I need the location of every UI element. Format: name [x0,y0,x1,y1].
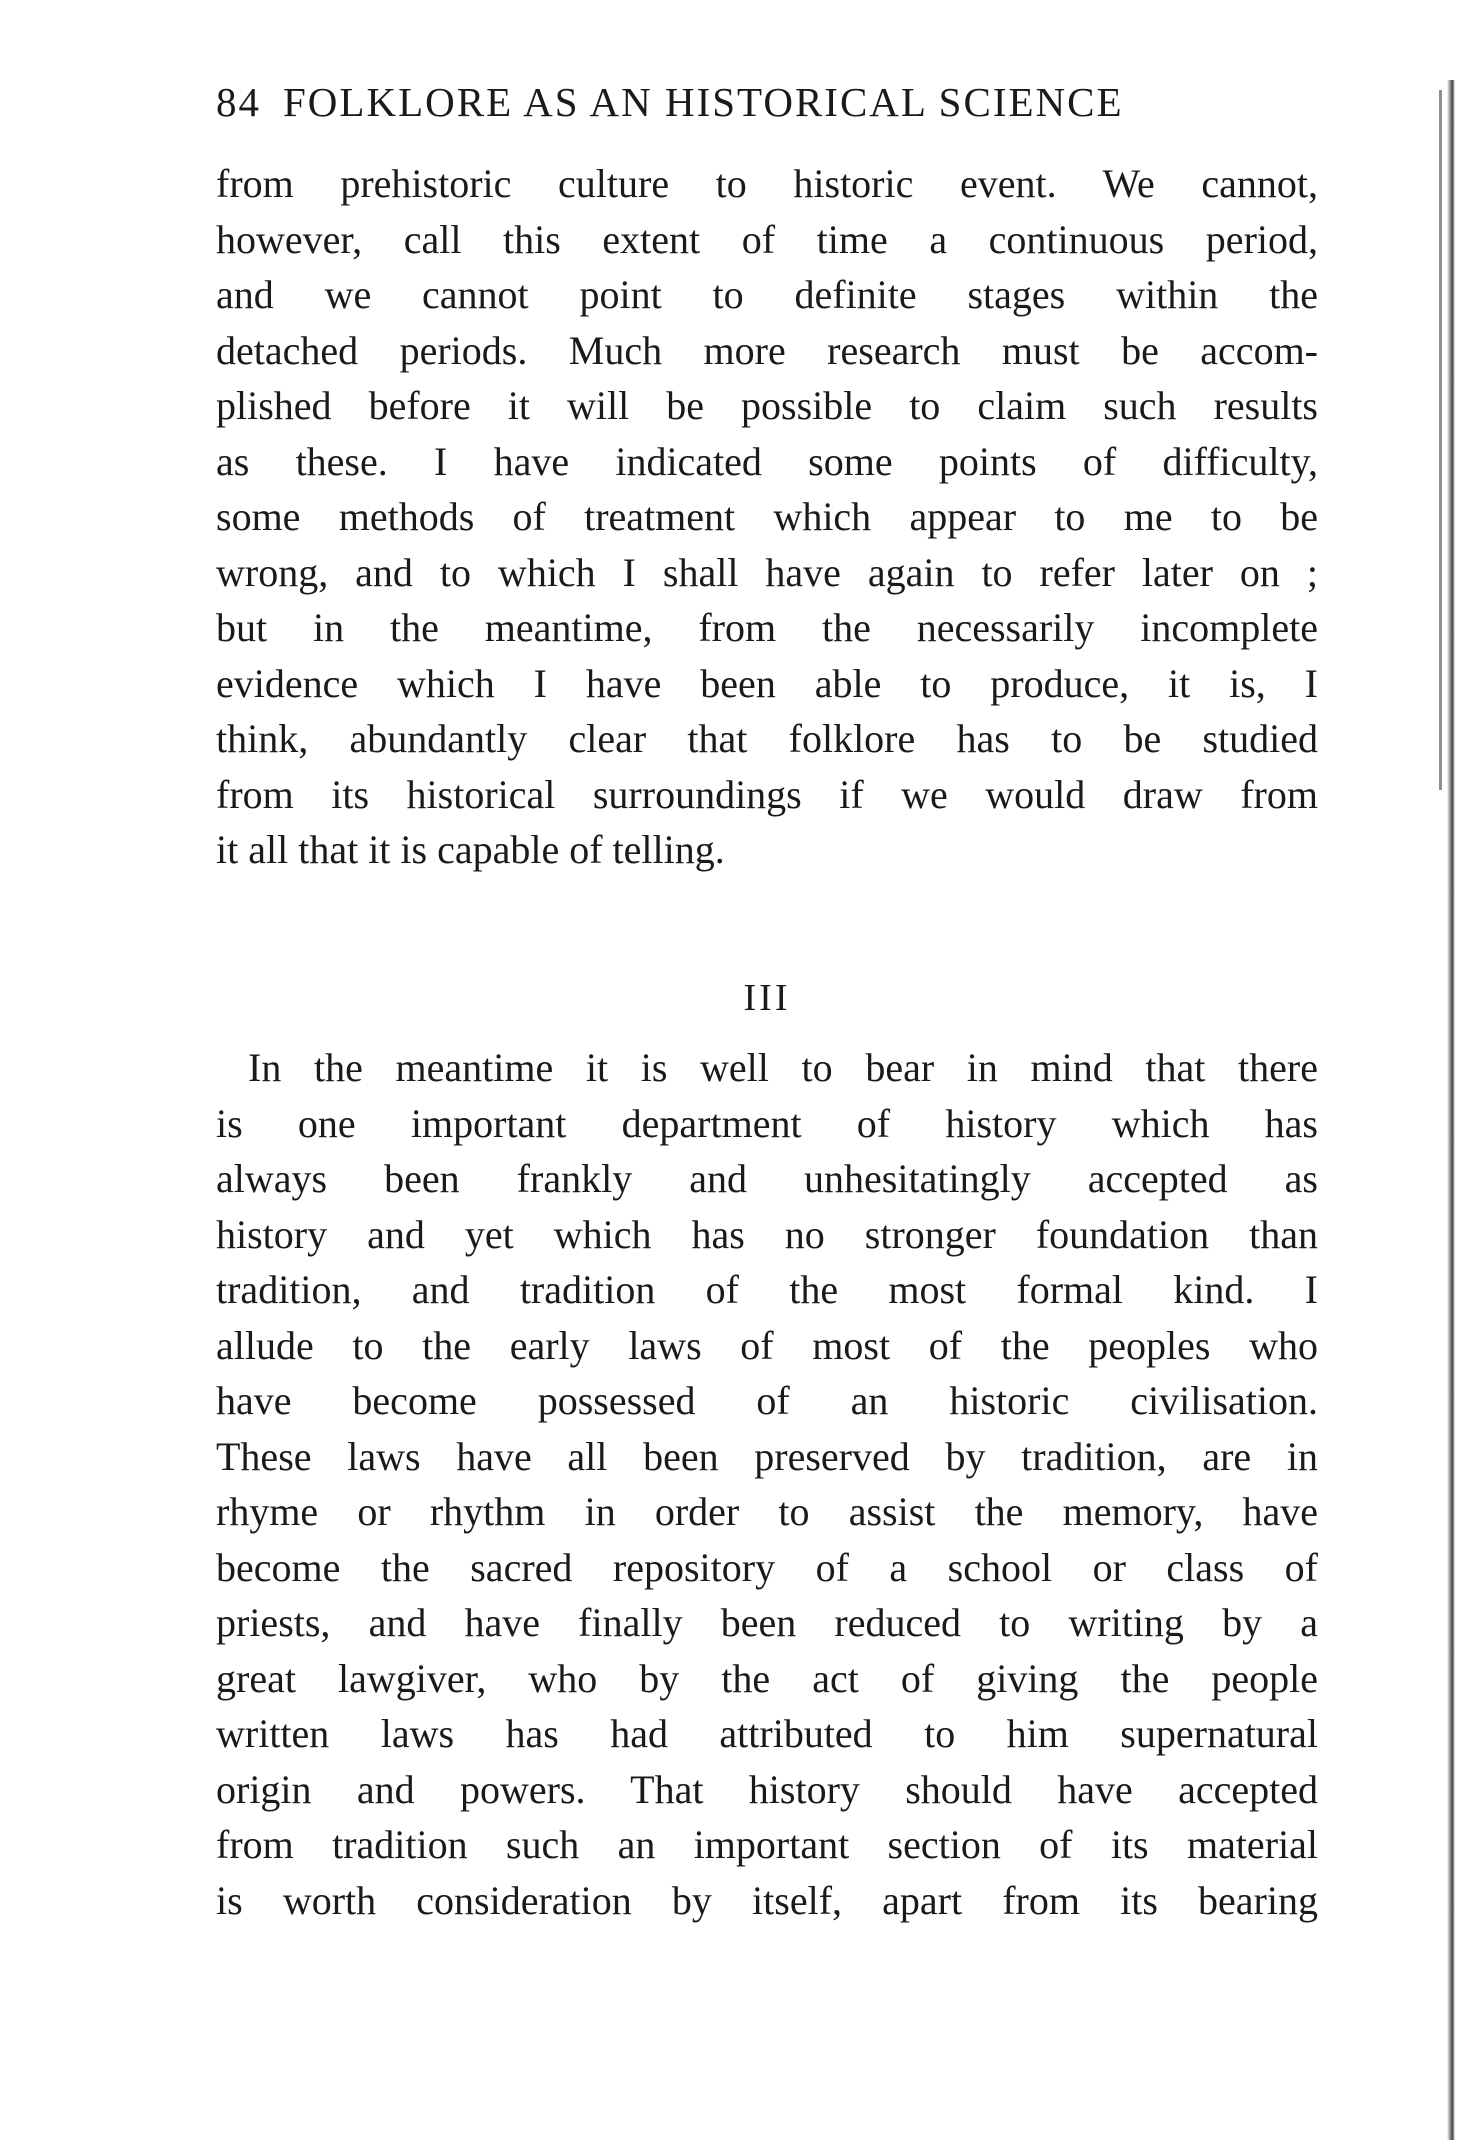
paragraph-line: always been frankly and unhesitatingly accepted as [216,1156,1318,1201]
paragraph-1 [216,156,1318,878]
paragraph-line: from its historical surroundings if we would draw from [216,771,1318,817]
paragraph-line: it all that it is capable of telling. [216,827,725,872]
paragraph-line: tradition, and tradition of the most formal kind. I [216,1267,1318,1312]
paragraph-line: have become possessed of an historic civilisation. [216,1378,1318,1423]
paragraph-line: evidence which I have been able to produce, it is, I [216,660,1318,706]
paragraph-line: rhyme or rhythm in order to assist the memory, have [216,1489,1318,1534]
running-head [216,72,1236,132]
paragraph-line: is worth consideration by itself, apart from its bearing [216,1877,1318,1923]
paragraph-line: wrong, and to which I shall have again to refer later on ; [216,549,1318,595]
paragraph-line: priests, and have finally been reduced to writing by a [216,1600,1318,1645]
paragraph-line: In the meantime it is well to bear in mind that there [248,1045,1318,1090]
paragraph-line: think, abundantly clear that folklore has to be studied [216,716,1318,761]
paragraph-line: however, call this extent of time a continuous period, [216,216,1318,262]
paragraph-line: allude to the early laws of most of the peoples who [216,1322,1318,1368]
binding-shadow [1439,90,1442,790]
paragraph-line: plished before it will be possible to claim such results [216,383,1318,428]
paragraph-line: become the sacred repository of a school or class of [216,1544,1318,1590]
paragraph-line: detached periods. Much more research must be accom- [216,327,1318,373]
paragraph-2 [216,1040,1318,1928]
page-number: 84 [216,79,261,125]
paragraph-line: and we cannot point to definite stages within the [216,272,1318,317]
paragraph-line: history and yet which has no stronger foundation than [216,1211,1318,1257]
paragraph-line: origin and powers. That history should have accepted [216,1766,1318,1812]
paragraph-line: some methods of treatment which appear to me to be [216,494,1318,539]
paragraph-line: from tradition such an important section of its material [216,1822,1318,1867]
paragraph-line: as these. I have indicated some points of difficulty, [216,438,1318,484]
paragraph-line: great lawgiver, who by the act of giving the people [216,1655,1318,1701]
running-title: FOLKLORE AS AN HISTORICAL SCIENCE [283,79,1124,125]
section-heading: III [743,977,791,1019]
paragraph-line: from prehistoric culture to historic event. We cannot, [216,161,1318,206]
paragraph-line: These laws have all been preserved by tradition, are in [216,1433,1318,1479]
page-edge [1447,80,1455,2140]
paragraph-line: is one important department of history which has [216,1100,1318,1146]
paragraph-line: written laws has had attributed to him supernatural [216,1711,1318,1756]
paragraph-line: but in the meantime, from the necessarily incomplete [216,605,1318,650]
